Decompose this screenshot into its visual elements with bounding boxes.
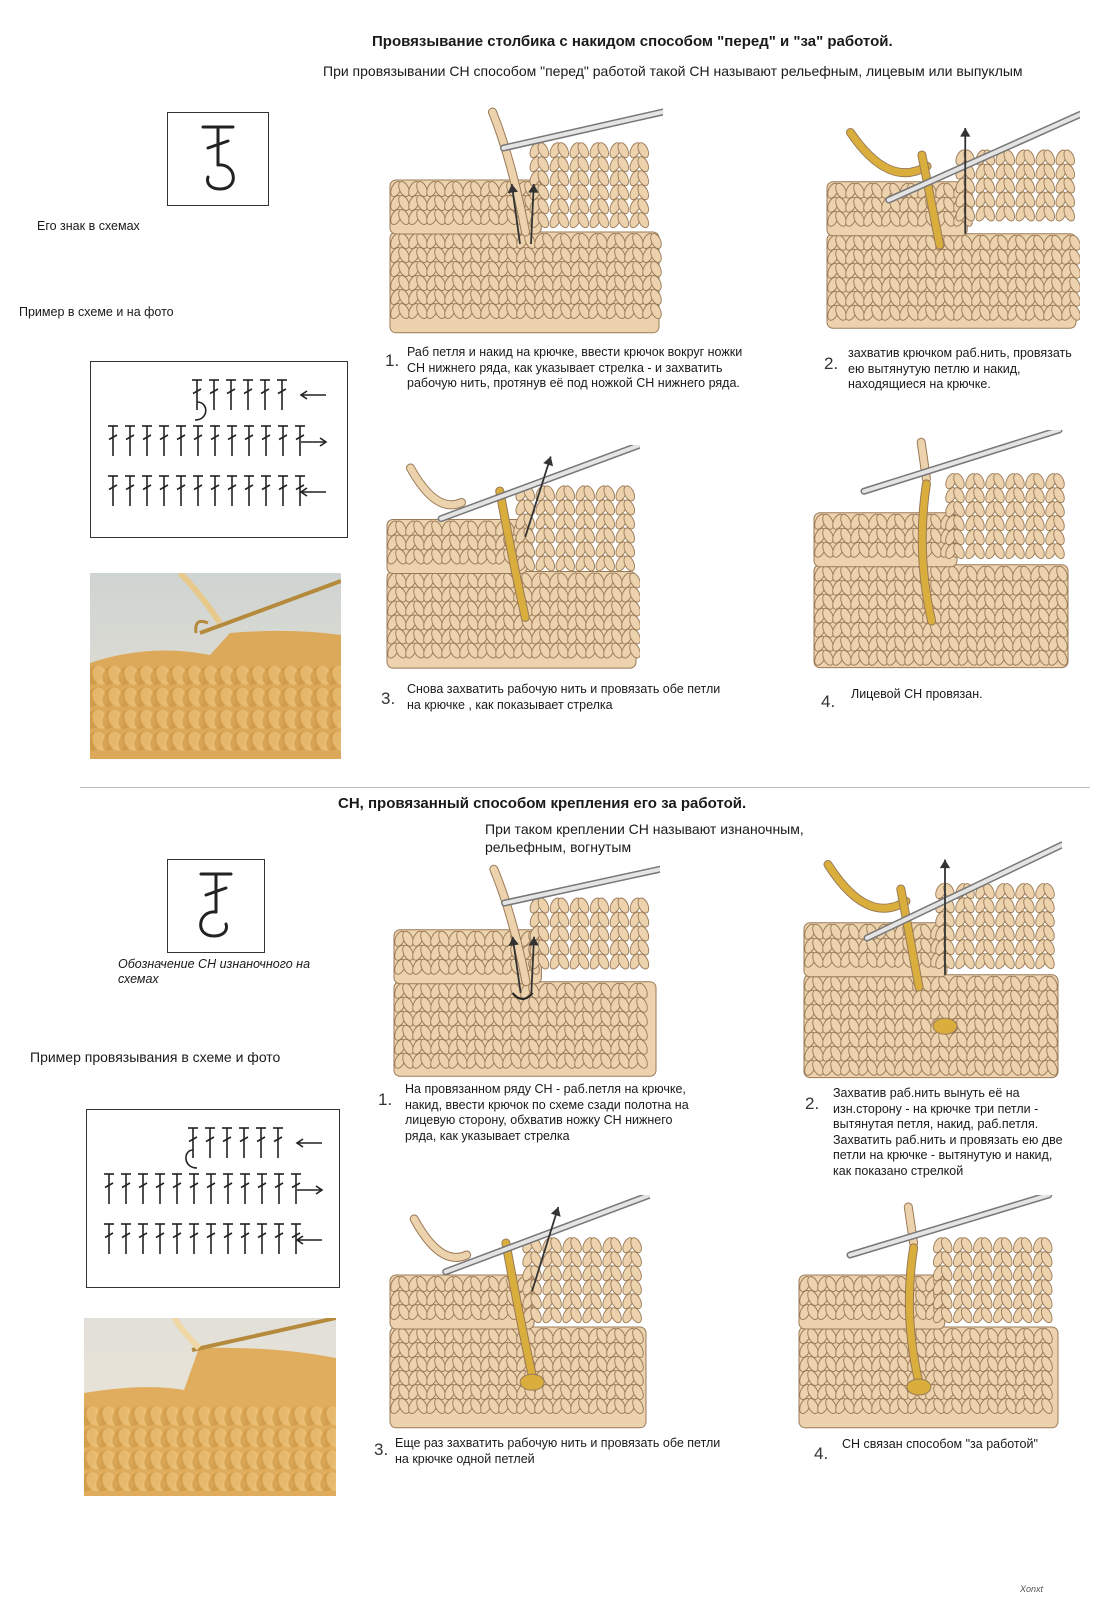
top-step1-number: 1. (385, 351, 400, 370)
front-post-dc-icon (168, 113, 268, 205)
back-post-symbol-box (167, 859, 265, 953)
top-step4-illustration (812, 430, 1072, 675)
top-step3-number: 3. (381, 689, 396, 708)
back-post-dc-icon (168, 860, 264, 952)
watermark: Xonxt (1020, 1584, 1044, 1594)
knit-drawing (393, 869, 660, 1076)
top-step1-text: Раб петля и накид на крючке, ввести крючок вокруг ножки СН нижнего ряда, как указывает стрелка - и захватить рабочую нить, протянув её под ножкой СН нижнего ряда. (407, 345, 743, 390)
scheme-symbols (108, 380, 326, 506)
bottom-step2-number: 2. (805, 1094, 820, 1113)
back-post-wrap (933, 1018, 957, 1034)
knit-drawing (803, 845, 1062, 1078)
top-step2-illustration (825, 110, 1080, 335)
bottom-title: СН, провязанный способом крепления его за работой. (338, 795, 747, 812)
bottom-scheme-box (86, 1109, 340, 1288)
bottom-subtitle: При таком креплении СН называют изнаночным, рельефным, вогнутым (485, 821, 804, 855)
top-step2-text: захватив крючком раб.нить, провязать ею вытянутую петлю и накид, находящиеся на крючке. (848, 346, 1072, 391)
top-step1-illustration (388, 100, 663, 340)
knit-drawing (389, 1195, 650, 1428)
bottom-step3-number: 3. (374, 1440, 389, 1459)
back-post-wrap (907, 1379, 931, 1395)
scheme-symbols (104, 1128, 322, 1254)
bottom-example-label: Пример провязывания в схеме и фото (30, 1049, 281, 1065)
top-title: Провязывание столбика с накидом способом "перед" и "за" работой. (372, 33, 893, 50)
top-example-label: Пример в схеме и на фото (19, 305, 174, 319)
bottom-scheme-diagram (87, 1110, 339, 1287)
bottom-step4-number: 4. (814, 1444, 829, 1463)
bottom-step2-text: Захватив раб.нить вынуть её на изн.сторону - на крючке три петли - вытянутая петля, накид, раб.петля. Захватить раб.нить и провязать ею две петли на крючке - вытянутую и накид, как показано стрелкой (833, 1086, 1063, 1178)
knit-drawing (826, 115, 1080, 329)
top-step4-text: Лицевой СН провязан. (851, 687, 983, 701)
bottom-step4-text: СН связан способом "за работой" (842, 1437, 1038, 1451)
top-scheme-diagram (91, 362, 347, 537)
bottom-symbol-label: Обозначение СН изнаночного на схемах (118, 957, 311, 986)
top-symbol-label: Его знак в схемах (37, 219, 140, 233)
bottom-step1-illustration (392, 858, 660, 1083)
top-subtitle: При провязывании СН способом "перед" работой такой СН называют рельефным, лицевым или выпуклым (323, 63, 1023, 79)
top-step3-text: Снова захватить рабочую нить и провязать обе петли на крючке , как показывает стрелка (407, 682, 721, 712)
hook-mark (186, 1150, 197, 1168)
back-post-wrap (520, 1374, 544, 1390)
bottom-step2-illustration (802, 840, 1062, 1085)
section-divider (80, 787, 1090, 788)
top-step2-number: 2. (824, 354, 839, 373)
bottom-step1-number: 1. (378, 1090, 393, 1109)
front-post-symbol-box (167, 112, 269, 206)
top-step4-number: 4. (821, 692, 836, 711)
top-step3-illustration (385, 445, 640, 675)
top-scheme-box (90, 361, 348, 538)
knit-drawing (798, 1195, 1058, 1428)
knit-drawing (813, 430, 1070, 668)
bottom-step4-illustration (797, 1195, 1062, 1435)
bottom-step3-illustration (388, 1195, 650, 1435)
knit-drawing (386, 445, 640, 668)
bottom-step3-text: Еще раз захватить рабочую нить и провязать обе петли на крючке одной петлей (395, 1436, 721, 1466)
bottom-photo (84, 1318, 336, 1496)
top-photo (90, 573, 341, 759)
knit-drawing (389, 112, 663, 333)
bottom-step1-text: На провязанном ряду СН - раб.петля на крючке, накид, ввести крючок по схеме сзади полотна на лицевую сторону, обхватив ножку СН нижнего ряда, как указывает стрелка (405, 1082, 689, 1143)
